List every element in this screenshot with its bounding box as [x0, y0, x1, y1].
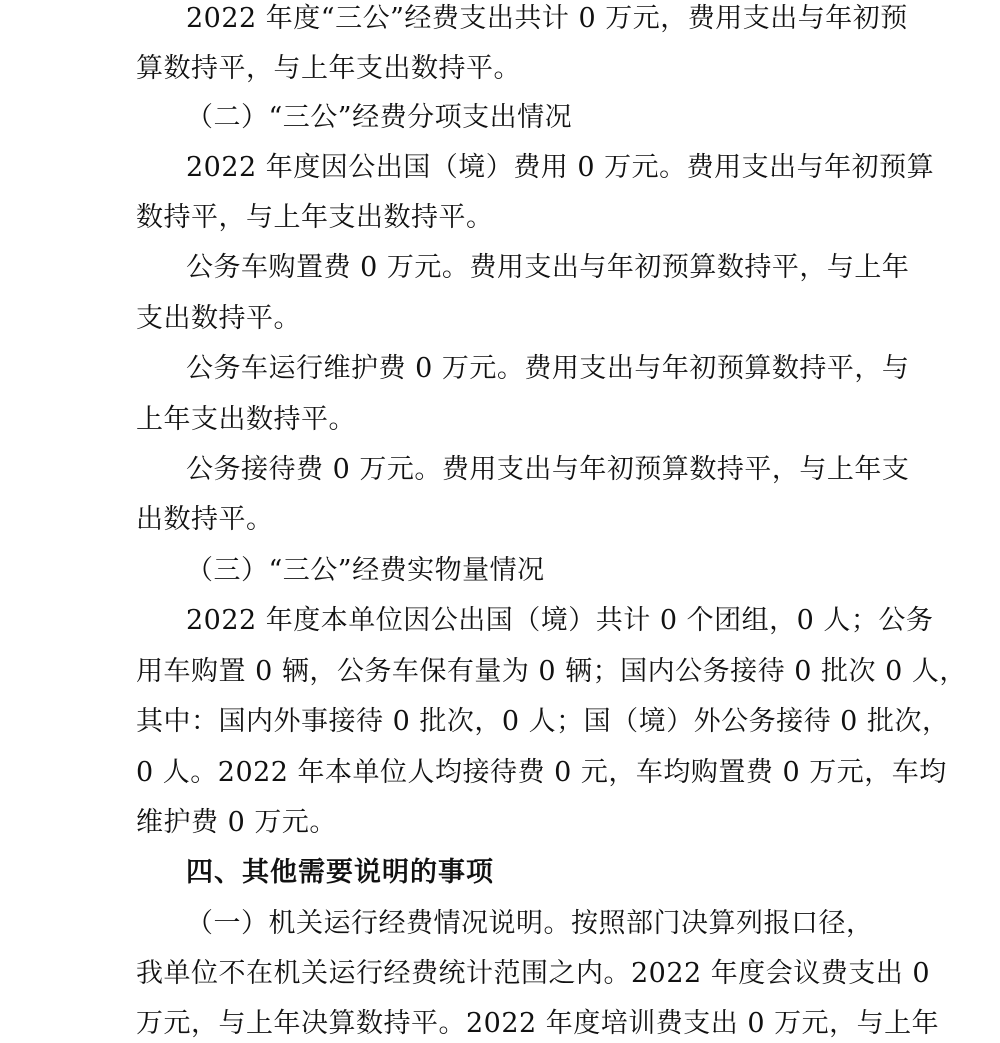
paragraph-line: 2022 年度本单位因公出国（境）共计 0 个团组，0 人；公务 [186, 605, 934, 636]
paragraph-line: 算数持平，与上年支出数持平。 [136, 53, 521, 84]
section-heading: （三）“三公”经费实物量情况 [186, 555, 545, 586]
paragraph-line: 出数持平。 [136, 504, 274, 535]
paragraph-line: （一）机关运行经费情况说明。按照部门决算列报口径， [186, 908, 874, 939]
paragraph-line: 我单位不在机关运行经费统计范围之内。2022 年度会议费支出 0 [136, 958, 931, 989]
paragraph-line: 2022 年度因公出国（境）费用 0 万元。费用支出与年初预算 [186, 152, 935, 183]
paragraph-line: 维护费 0 万元。 [136, 807, 337, 838]
paragraph-line: 公务车运行维护费 0 万元。费用支出与年初预算数持平，与 [186, 353, 910, 384]
paragraph-line: 公务车购置费 0 万元。费用支出与年初预算数持平，与上年 [186, 252, 910, 283]
paragraph-line: 上年支出数持平。 [136, 404, 356, 435]
paragraph-line: 其中：国内外事接待 0 批次，0 人；国（境）外公务接待 0 批次， [136, 706, 950, 737]
paragraph-line: 0 人。2022 年本单位人均接待费 0 元，车均购置费 0 万元，车均 [136, 757, 947, 788]
paragraph-line: 数持平，与上年支出数持平。 [136, 202, 494, 233]
paragraph-line: 公务接待费 0 万元。费用支出与年初预算数持平，与上年支 [186, 454, 910, 485]
paragraph-line: 支出数持平。 [136, 303, 301, 334]
paragraph-line: 用车购置 0 辆，公务车保有量为 0 辆；国内公务接待 0 批次 0 人， [136, 656, 967, 687]
section-heading: （二）“三公”经费分项支出情况 [186, 102, 573, 133]
paragraph-line: 2022 年度“三公”经费支出共计 0 万元，费用支出与年初预 [186, 3, 908, 34]
section-heading-bold: 四、其他需要说明的事项 [186, 857, 494, 888]
paragraph-line: 万元，与上年决算数持平。2022 年度培训费支出 0 万元，与上年 [136, 1008, 940, 1039]
